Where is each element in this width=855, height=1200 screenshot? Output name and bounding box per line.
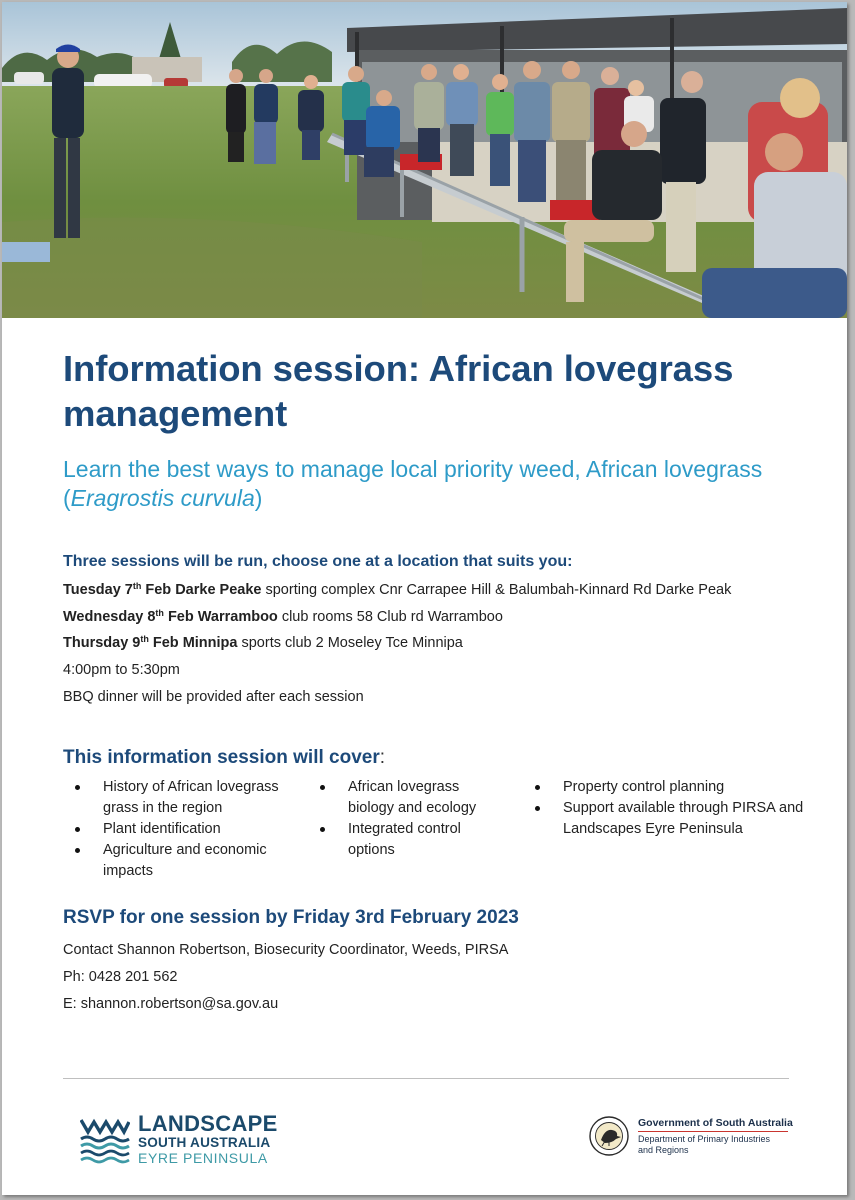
cover-list-col2 <box>308 777 504 861</box>
contact-line: Contact Shannon Robertson, Biosecurity Coordinator, Weeds, PIRSA <box>63 942 509 958</box>
list-item: Property control planning <box>523 777 813 798</box>
cover-list-col1 <box>63 777 308 882</box>
session-time: 4:00pm to 5:30pm <box>63 662 180 678</box>
bbq-note: BBQ dinner will be provided after each session <box>63 689 364 705</box>
session-details: sporting complex Cnr Carrapee Hill & Balumbah-Kinnard Rd Darke Peak <box>261 582 732 598</box>
landscape-wave-icon <box>80 1116 130 1164</box>
session-line <box>63 581 731 599</box>
list-item: African lovegrass biology and ecology <box>308 777 504 819</box>
list-item: Agriculture and economic impacts <box>63 840 308 882</box>
session-details: club rooms 58 Club rd Warramboo <box>277 609 503 625</box>
flyer-page <box>2 2 847 1195</box>
cover-list-col3 <box>523 777 813 840</box>
header-photo <box>2 2 847 318</box>
list-item: Plant identification <box>63 819 308 840</box>
logo-rule <box>638 1131 788 1132</box>
government-sa-logo <box>588 1113 798 1159</box>
cover-heading: This information session will cover: <box>63 747 386 768</box>
rsvp-heading: RSVP for one session by Friday 3rd February 2023 <box>63 907 519 928</box>
species-name: Eragrostis curvula <box>70 485 255 511</box>
email-line[interactable]: E: shannon.robertson@sa.gov.au <box>63 996 279 1012</box>
page-subtitle <box>63 455 803 513</box>
list-item: Support available through PIRSA and Landscapes Eyre Peninsula <box>523 798 813 840</box>
session-line <box>63 608 503 626</box>
list-item: History of African lovegrass grass in the region <box>63 777 308 819</box>
list-item: Integrated control options <box>308 819 504 861</box>
logo-line: Government of South Australia <box>638 1117 793 1129</box>
subtitle-text-before: Learn the best ways to manage local priority weed, African lovegrass ( <box>63 456 763 511</box>
landscape-sa-logo <box>80 1112 310 1168</box>
logo-line: Department of Primary Industries and Regions <box>638 1134 771 1155</box>
sessions-heading: Three sessions will be run, choose one at a location that suits you: <box>63 553 573 570</box>
logo-line: SOUTH AUSTRALIA <box>138 1135 271 1150</box>
page-title: Information session: African lovegrass management <box>63 348 734 434</box>
session-details: sports club 2 Moseley Tce Minnipa <box>237 635 463 651</box>
session-line <box>63 634 463 652</box>
phone-line: Ph: 0428 201 562 <box>63 969 178 985</box>
logo-line: LANDSCAPE <box>138 1111 278 1136</box>
subtitle-text-after: ) <box>254 485 263 511</box>
footer-divider <box>63 1078 789 1079</box>
session-date: Tuesday 7th Feb Darke Peake <box>63 581 262 598</box>
logo-line: EYRE PENINSULA <box>138 1150 268 1166</box>
session-date: Thursday 9th Feb Minnipa <box>63 634 238 651</box>
session-date: Wednesday 8th Feb Warramboo <box>63 608 278 625</box>
piping-shrike-crest-icon <box>588 1115 630 1157</box>
